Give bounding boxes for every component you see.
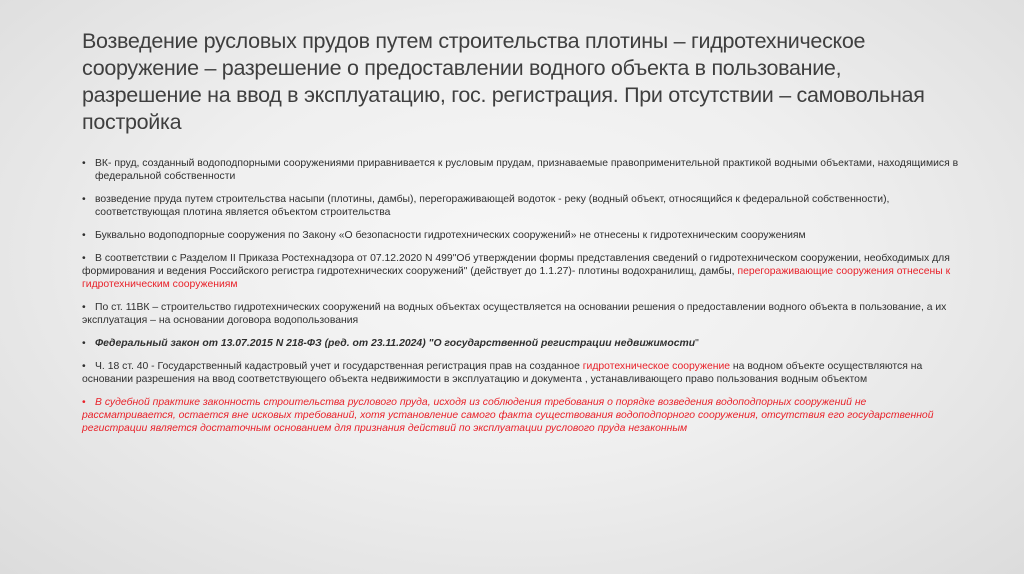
bullet-text: Федеральный закон от 13.07.2015 N 218-ФЗ (ред. от 23.11.2024) "О государственной регистрации недвижимости xyxy=(95,338,696,349)
bullet-item xyxy=(82,301,962,327)
bullet-marker: • xyxy=(82,158,86,169)
bullet-text: ВК- пруд, созданный водоподпорными сооружениями приравнивается к русловым прудам, признаваемые правоприменительной практикой водными объектами, находящимися в федеральной собственности xyxy=(95,158,959,182)
bullet-text: Буквально водоподпорные сооружения по Закону «О безопасности гидротехнических сооружений» не отнесены к гидротехническим сооружениям xyxy=(95,230,806,241)
bullet-marker: • xyxy=(82,230,86,241)
bullet-item xyxy=(82,157,962,183)
bullet-marker: • xyxy=(82,253,86,264)
bullet-item xyxy=(82,193,962,219)
bullet-text: В судебной практике законность строительства руслового пруда, исходя из соблюдения требования о порядке возведения водоподпорных сооружений не рассматривается, остается вне исковых требований, хотя установление самого факта существования водоподпорного сооружения, отсутствия его государственной регистрации является достаточным основанием для признания действий по эксплуатации руслового пруда незаконным xyxy=(82,397,934,434)
bullet-item xyxy=(82,229,962,242)
bullet-text: Ч. 18 ст. 40 - Государственный кадастровый учет и государственная регистрация прав на созданное xyxy=(95,361,583,372)
bullet-text: По ст. 11ВК – строительство гидротехнических сооружений на водных объектах осуществляется на основании решения о предоставлении водного объекта в пользование, а их эксплуатация – на основании договора водопользования xyxy=(82,302,947,326)
bullet-text: на водном объекте осуществляются на основании разрешения на ввод соответствующего объекта недвижимости в эксплуатацию и документа , устанавливающего право пользования водным объектом xyxy=(82,361,923,385)
bullet-text: В соответствии с Разделом II Приказа Ростехнадзора от 07.12.2020 N 499"Об утверждении формы представления сведений о гидротехническом сооружении, необходимых для формирования и ведения Российского регистра гидротехнических сооружений" (действует до 1.1.27)- плотины водохранилищ, дамбы, xyxy=(82,253,950,277)
bullet-marker: • xyxy=(82,338,86,349)
bullet-marker: • xyxy=(82,194,86,205)
bullet-marker: • xyxy=(82,397,86,408)
bullet-marker: • xyxy=(82,302,86,313)
bullet-text: возведение пруда путем строительства насыпи (плотины, дамбы), перегораживающей водоток - реку (водный объект, относящийся к федеральной собственности), соответствующая плотина является объектом строительства xyxy=(95,194,890,218)
slide-title: Возведение русловых прудов путем строительства плотины – гидротехническое сооружение – разрешение о предоставлении водного объекта в пользование, разрешение на ввод в эксплуатацию, гос. регистрация. При отсутствии – самовольная постройка xyxy=(82,29,925,134)
bullet-item xyxy=(82,252,962,291)
bullet-item xyxy=(82,396,962,435)
bullet-item xyxy=(82,337,962,350)
bullet-marker: • xyxy=(82,361,86,372)
bullet-text: перегораживающие сооружения отнесены к гидротехническим сооружениям xyxy=(82,266,951,290)
bullet-text: " xyxy=(695,338,699,349)
bullet-item xyxy=(82,360,962,386)
bullet-text: гидротехническое сооружение xyxy=(582,361,731,372)
bullet-list xyxy=(82,157,962,445)
